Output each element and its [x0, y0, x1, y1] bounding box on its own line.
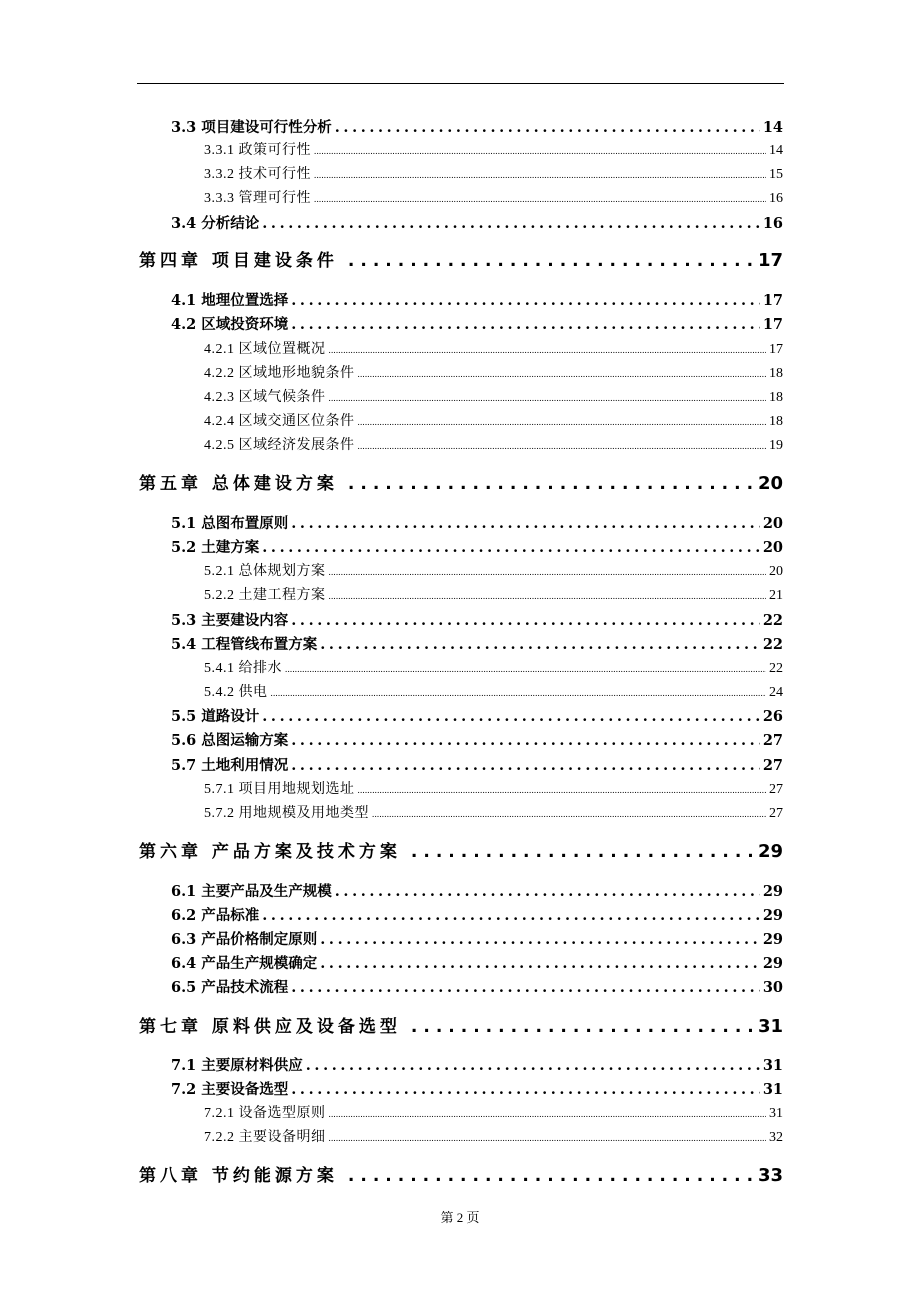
toc-entry-page: 18: [769, 390, 783, 405]
toc-chapter-page: 17: [757, 250, 783, 271]
toc-leader-dots: [335, 883, 760, 900]
toc-entry-page: 18: [769, 414, 783, 429]
toc-entry-title: 3.4 分析结论: [171, 215, 260, 232]
toc-entry-title: 4.2.4 区域交通区位条件: [204, 414, 355, 429]
toc-entry-page: 27: [769, 782, 783, 797]
toc-leader-dots: [329, 393, 767, 403]
toc-leader-dots: [262, 708, 760, 725]
toc-entry-title: 7.2.2 主要设备明细: [204, 1130, 326, 1145]
toc-entry-title: 4.2.3 区域气候条件: [204, 390, 326, 405]
toc-leader-dots: [348, 474, 755, 494]
toc-entry-page: 27: [762, 757, 783, 774]
toc-entry-title: 3.3.1 政策可行性: [204, 143, 311, 158]
toc-entry[interactable]: [171, 536, 783, 557]
toc-chapter[interactable]: [139, 246, 783, 271]
toc-entry-title: 5.7.2 用地规模及用地类型: [204, 806, 369, 821]
toc-entry-title: 5.4.1 给排水: [204, 661, 282, 676]
toc-entry-page: 29: [762, 907, 783, 924]
toc-entry[interactable]: [204, 338, 783, 358]
toc-entry[interactable]: [204, 434, 783, 454]
toc-entry[interactable]: [171, 928, 783, 949]
toc-leader-dots: [314, 170, 766, 180]
toc-entry-page: 31: [769, 1106, 783, 1121]
toc-leader-dots: [285, 664, 766, 674]
toc-entry-title: 7.1 主要原材料供应: [171, 1057, 303, 1074]
toc-entry[interactable]: [204, 362, 783, 382]
toc-entry[interactable]: [171, 313, 783, 334]
toc-entry[interactable]: [204, 584, 783, 604]
toc-chapter-title: 第六章 产品方案及技术方案: [139, 842, 401, 862]
toc-leader-dots: [411, 1017, 755, 1037]
toc-entry-title: 6.4 产品生产规模确定: [171, 955, 318, 972]
toc-leader-dots: [320, 955, 760, 972]
toc-leader-dots: [306, 1057, 760, 1074]
toc-entry-page: 20: [769, 564, 783, 579]
toc-entry-page: 14: [762, 119, 783, 136]
toc-entry[interactable]: [204, 410, 783, 430]
toc-entry-page: 31: [762, 1081, 783, 1098]
toc-chapter-page: 31: [757, 1016, 783, 1037]
toc-entry-title: 4.2 区域投资环境: [171, 316, 289, 333]
toc-entry[interactable]: [204, 187, 783, 207]
toc-leader-dots: [291, 316, 760, 333]
toc-entry-title: 4.2.5 区域经济发展条件: [204, 438, 355, 453]
toc-chapter[interactable]: [139, 469, 783, 494]
toc-leader-dots: [348, 251, 755, 271]
toc-entry-page: 29: [762, 883, 783, 900]
toc-chapter[interactable]: [139, 1012, 783, 1037]
toc-entry-page: 16: [769, 191, 783, 206]
toc-entry-title: 6.5 产品技术流程: [171, 979, 289, 996]
toc-entry-page: 17: [762, 292, 783, 309]
toc-entry-page: 29: [762, 955, 783, 972]
toc-entry-page: 16: [762, 215, 783, 232]
toc-leader-dots: [358, 785, 767, 795]
toc-entry[interactable]: [171, 904, 783, 925]
toc-entry[interactable]: [204, 681, 783, 701]
toc-leader-dots: [291, 612, 760, 629]
toc-leader-dots: [372, 809, 766, 819]
toc-entry[interactable]: [171, 754, 783, 775]
toc-leader-dots: [329, 1133, 767, 1143]
toc-entry-page: 17: [762, 316, 783, 333]
toc-chapter-title: 第四章 项目建设条件: [139, 251, 338, 271]
toc-leader-dots: [291, 979, 760, 996]
toc-entry-page: 24: [769, 685, 783, 700]
toc-entry-page: 31: [762, 1057, 783, 1074]
toc-leader-dots: [358, 369, 767, 379]
header-rule: [137, 83, 784, 84]
toc-entry-page: 18: [769, 366, 783, 381]
toc-entry-title: 6.3 产品价格制定原则: [171, 931, 318, 948]
toc-leader-dots: [291, 732, 760, 749]
toc-entry[interactable]: [171, 952, 783, 973]
toc-entry[interactable]: [204, 1126, 783, 1146]
toc-leader-dots: [358, 417, 767, 427]
toc-chapter[interactable]: [139, 1161, 783, 1186]
toc-leader-dots: [358, 441, 767, 451]
toc-chapter-page: 29: [757, 841, 783, 862]
toc-entry[interactable]: [204, 386, 783, 406]
toc-entry-title: 7.2.1 设备选型原则: [204, 1106, 326, 1121]
toc-leader-dots: [320, 931, 760, 948]
toc-entry-page: 14: [769, 143, 783, 158]
toc-entry-title: 5.4.2 供电: [204, 685, 268, 700]
toc-entry-title: 5.6 总图运输方案: [171, 732, 289, 749]
toc-entry[interactable]: [204, 139, 783, 159]
toc-leader-dots: [329, 345, 767, 355]
toc-leader-dots: [291, 1081, 760, 1098]
toc-entry-title: 5.7 土地利用情况: [171, 757, 289, 774]
toc-leader-dots: [411, 842, 755, 862]
toc-entry-page: 22: [769, 661, 783, 676]
toc-entry-title: 5.3 主要建设内容: [171, 612, 289, 629]
toc-chapter-title: 第五章 总体建设方案: [139, 474, 338, 494]
toc-entry[interactable]: [204, 802, 783, 822]
toc-entry-page: 29: [762, 931, 783, 948]
toc-leader-dots: [291, 292, 760, 309]
toc-entry-page: 26: [762, 708, 783, 725]
toc-leader-dots: [291, 515, 760, 532]
toc-entry[interactable]: [204, 1102, 783, 1122]
toc-entry[interactable]: [171, 1078, 783, 1099]
toc-entry-title: 3.3.2 技术可行性: [204, 167, 311, 182]
toc-chapter-page: 33: [757, 1165, 783, 1186]
toc-chapter-page: 20: [757, 473, 783, 494]
toc-entry[interactable]: [171, 880, 783, 901]
toc-entry-title: 4.1 地理位置选择: [171, 292, 289, 309]
toc-leader-dots: [262, 539, 760, 556]
toc-leader-dots: [320, 636, 760, 653]
toc-leader-dots: [262, 215, 760, 232]
toc-entry-title: 5.1 总图布置原则: [171, 515, 289, 532]
toc-entry[interactable]: [171, 633, 783, 654]
toc-entry[interactable]: [171, 116, 783, 137]
toc-entry-title: 5.5 道路设计: [171, 708, 260, 725]
toc-chapter-title: 第七章 原料供应及设备选型: [139, 1017, 401, 1037]
toc-entry[interactable]: [171, 705, 783, 726]
toc-entry-page: 32: [769, 1130, 783, 1145]
toc-entry-page: 22: [762, 636, 783, 653]
toc-entry-title: 7.2 主要设备选型: [171, 1081, 289, 1098]
toc-entry-title: 6.2 产品标准: [171, 907, 260, 924]
toc-entry[interactable]: [204, 657, 783, 677]
toc-entry-page: 27: [769, 806, 783, 821]
toc-leader-dots: [329, 567, 767, 577]
toc-entry-title: 6.1 主要产品及生产规模: [171, 883, 332, 900]
toc-entry-page: 17: [769, 342, 783, 357]
toc-entry[interactable]: [171, 729, 783, 750]
toc-entry[interactable]: [204, 163, 783, 183]
toc-entry[interactable]: [204, 778, 783, 798]
toc-entry-title: 5.2.2 土建工程方案: [204, 588, 326, 603]
toc-entry-page: 20: [762, 539, 783, 556]
toc-entry[interactable]: [171, 289, 783, 310]
toc-leader-dots: [291, 757, 760, 774]
toc-leader-dots: [348, 1166, 755, 1186]
toc-leader-dots: [335, 119, 760, 136]
toc-entry[interactable]: [171, 1054, 783, 1075]
toc-entry[interactable]: [171, 512, 783, 533]
toc-leader-dots: [329, 1109, 767, 1119]
toc-chapter-title: 第八章 节约能源方案: [139, 1166, 338, 1186]
toc-entry-page: 27: [762, 732, 783, 749]
page-number-footer: 第 2 页: [440, 1210, 480, 1225]
toc-entry-page: 20: [762, 515, 783, 532]
toc-entry-title: 5.2 土建方案: [171, 539, 260, 556]
toc-entry-title: 4.2.2 区域地形地貌条件: [204, 366, 355, 381]
toc-entry-page: 21: [769, 588, 783, 603]
toc-entry-title: 3.3.3 管理可行性: [204, 191, 311, 206]
toc-entry-title: 5.4 工程管线布置方案: [171, 636, 318, 653]
toc-leader-dots: [329, 591, 767, 601]
toc-entry-page: 22: [762, 612, 783, 629]
toc-chapter[interactable]: [139, 837, 783, 862]
toc-entry[interactable]: [171, 609, 783, 630]
toc-entry-page: 30: [762, 979, 783, 996]
toc-entry-title: 4.2.1 区域位置概况: [204, 342, 326, 357]
toc-entry-title: 5.2.1 总体规划方案: [204, 564, 326, 579]
toc-entry-title: 5.7.1 项目用地规划选址: [204, 782, 355, 797]
toc-entry-title: 3.3 项目建设可行性分析: [171, 119, 332, 136]
toc-leader-dots: [314, 146, 766, 156]
toc-entry[interactable]: [171, 212, 783, 233]
toc-leader-dots: [262, 907, 760, 924]
toc-entry[interactable]: [171, 976, 783, 997]
toc-entry[interactable]: [204, 560, 783, 580]
toc-leader-dots: [271, 688, 767, 698]
toc-leader-dots: [314, 194, 766, 204]
toc-entry-page: 19: [769, 438, 783, 453]
toc-entry-page: 15: [769, 167, 783, 182]
